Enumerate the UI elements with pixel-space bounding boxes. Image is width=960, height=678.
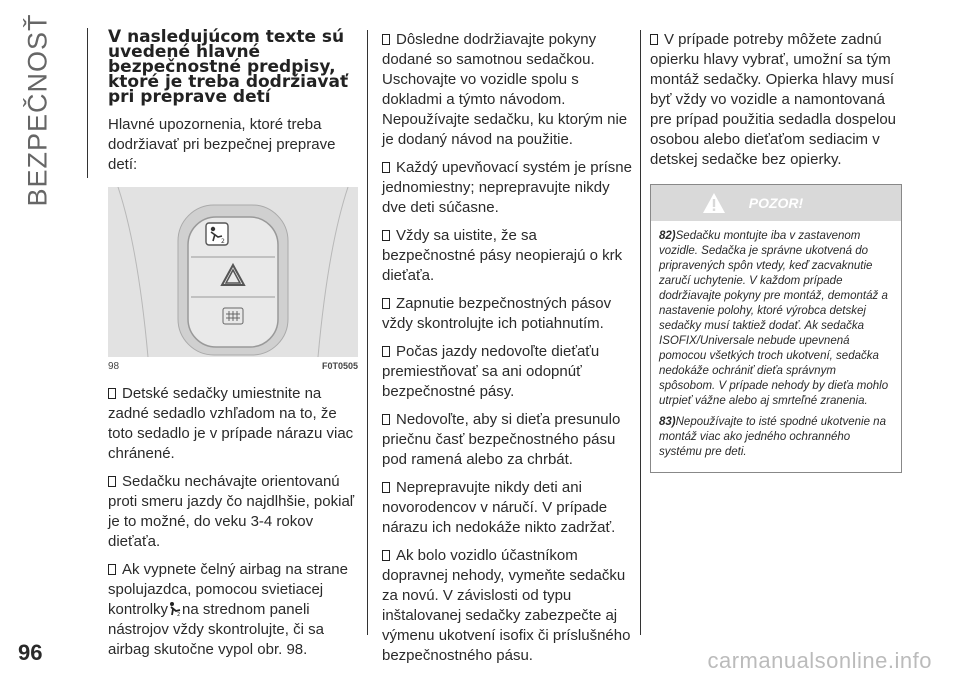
- bullet-icon: [108, 564, 116, 575]
- paragraph: [382, 478, 634, 538]
- paragraph: [382, 410, 634, 470]
- paragraph: [382, 342, 634, 402]
- figure-code: F0T0505: [321, 361, 358, 371]
- warning-text: Sedačku montujte iba v zastavenom vozidle. Sedačka je správne ukotvená do pripravených spôn vtedy, keď zacvaknutie zaručí uchytenie. V každom prípade dodržiavajte pokyny pre montáž, demontáž a nastavenie polohy, ktoré výrobca detskej sedačky musí taktiež dodať. Ak sedačka ISOFIX/Universale nebude upevnená pomocou všetkých troch ukotvení, sedačka nedokáže ochrániť dieťa správnym spôsobom. V prípade nehody by dieťa mohlo utrpieť vážne alebo aj smrteľné zranenia.: [659, 230, 889, 407]
- warning-icon: [701, 191, 727, 215]
- bullet-icon: [382, 346, 390, 357]
- warning-item: [659, 415, 893, 460]
- paragraph-text: Ak bolo vozidlo účastníkom dopravnej nehody, vymeňte sedačku za novú. V závislosti od typu inštalovanej sedačky zabezpečte aj výmenu ukotvení isofix či príslušného bezpečnostného pásu.: [382, 547, 631, 664]
- warning-number: 83): [659, 416, 676, 428]
- warning-title: POZOR!: [748, 195, 804, 211]
- bullet-icon: [382, 550, 390, 561]
- paragraph: [382, 30, 634, 150]
- warning-text: Nepoužívajte to isté spodné ukotvenie na montáž viac ako jedného ochranného systému pre deti.: [659, 416, 886, 458]
- warning-header: [651, 185, 901, 221]
- warning-box: [650, 184, 902, 473]
- paragraph-text: V prípade potreby môžete zadnú opierku hlavy vybrať, umožní sa tým montáž sedačky. Opierka hlavy musí byť vždy vo vozidle a namontovaná pre prípad použitia sedadla dospelou osobou alebo dieťaťom sediacim v detskej sedačke bez opierky.: [650, 31, 897, 168]
- column-divider: [640, 30, 641, 635]
- paragraph-text: Nedovoľte, aby si dieťa presunulo priečnu časť bezpečnostného pásu pod ramená alebo za chrbát.: [382, 411, 621, 468]
- warning-item: [659, 229, 893, 409]
- paragraph: [382, 226, 634, 286]
- figure-caption: [108, 361, 358, 372]
- section-divider: [87, 28, 88, 178]
- warning-number: 82): [659, 230, 676, 242]
- bullet-icon: [382, 414, 390, 425]
- dashboard-panel-illustration: [108, 187, 358, 357]
- column-3: [650, 30, 902, 473]
- paragraph-text: Dôsledne dodržiavajte pokyny dodané so samotnou sedačkou. Uschovajte vo vozidle spolu s dokladmi a týmto návodom. Nepoužívajte sedačku, ku ktorým nie je dodaný návod na použitie.: [382, 31, 628, 148]
- column-1: [108, 27, 358, 668]
- airbag-paragraph: [108, 560, 358, 660]
- paragraph: [108, 472, 358, 552]
- column-2: [382, 30, 634, 674]
- bullet-icon: [108, 388, 116, 399]
- bullet-icon: [382, 162, 390, 173]
- section-title: [18, 13, 58, 207]
- paragraph: [382, 546, 634, 666]
- paragraph-text: Detské sedačky umiestnite na zadné sedadlo vzhľadom na to, že toto sedadlo je v prípade nárazu viac chránené.: [108, 385, 354, 462]
- watermark: carmanualsonline.info: [707, 648, 932, 673]
- bullet-icon: [650, 34, 658, 45]
- svg-text:2: 2: [221, 238, 225, 245]
- section-title-text: BEZPEČNOSŤ: [22, 13, 53, 207]
- paragraph: [382, 158, 634, 218]
- paragraph: [108, 384, 358, 464]
- paragraph-text: Vždy sa uistite, že sa bezpečnostné pásy neopierajú o krk dieťaťa.: [382, 227, 623, 284]
- paragraph-text: Sedačku nechávajte orientovanú proti smeru jazdy čo najdlhšie, pokiaľ je to možné, do veku 3-4 rokov dieťaťa.: [108, 473, 355, 550]
- bullet-icon: [382, 34, 390, 45]
- paragraph-text: Každý upevňovací systém je prísne jednomiestny; neprepravujte nikdy dve deti súčasne.: [382, 159, 632, 216]
- svg-text:2: 2: [177, 612, 181, 617]
- warning-body: [651, 221, 901, 472]
- paragraph-text: Počas jazdy nedovoľte dieťaťu premiestňovať sa ani odopnúť bezpečnostné pásy.: [382, 343, 600, 400]
- page-heading: V nasledujúcom texte sú uvedené hlavné bezpečnostné predpisy, ktoré je treba dodržiavať pri preprave detí: [108, 27, 349, 107]
- intro-text: Hlavné upozornenia, ktoré treba dodržiavať pri bezpečnej preprave detí:: [108, 116, 336, 173]
- bullet-icon: [382, 230, 390, 241]
- bullet-icon: [108, 476, 116, 487]
- paragraph-text: Ak vypnete čelný airbag na strane spolujazdca, pomocou svietiacej kontrolky: [108, 561, 348, 618]
- dashboard-figure: [108, 187, 358, 357]
- column-divider: [367, 30, 368, 635]
- passenger-airbag-off-icon: [168, 601, 182, 617]
- paragraph: [650, 30, 902, 170]
- bullet-icon: [382, 482, 390, 493]
- paragraph: [382, 294, 634, 334]
- paragraph-text: Zapnutie bezpečnostných pásov vždy skontrolujte ich potiahnutím.: [382, 295, 612, 332]
- page-number: 96: [18, 640, 43, 665]
- paragraph-text: na strednom paneli nástrojov vždy skontrolujte, či sa airbag skutočne vypol obr. 98.: [108, 601, 324, 658]
- bullet-icon: [382, 298, 390, 309]
- figure-number: 98: [108, 361, 120, 372]
- paragraph-text: Neprepravujte nikdy deti ani novorodencov v náručí. V prípade nárazu ich nedokáže nikto zadržať.: [382, 479, 616, 536]
